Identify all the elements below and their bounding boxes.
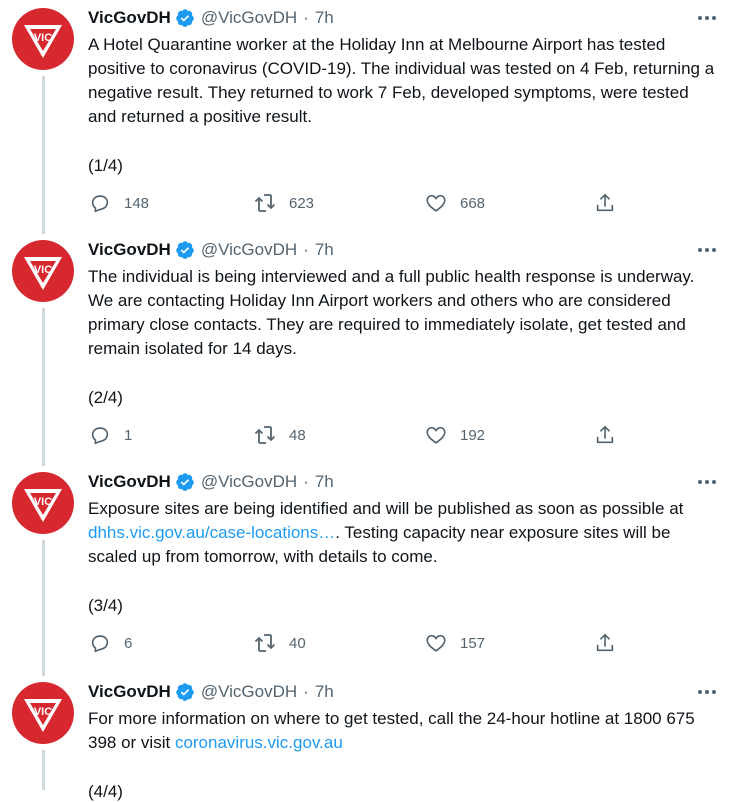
svg-text:VIC: VIC (33, 32, 53, 44)
thread-part-label: (2/4) (88, 388, 123, 407)
coronavirus-link[interactable]: coronavirus.vic.gov.au (174, 733, 343, 752)
tweet[interactable] (0, 464, 731, 674)
more-options-icon[interactable] (695, 682, 719, 702)
svg-text:VIC: VIC (33, 706, 53, 718)
more-options-icon[interactable] (695, 472, 719, 492)
tweet-actions (88, 631, 628, 655)
separator-dot: · (303, 240, 309, 259)
tweet-text (88, 707, 718, 755)
tweet-header (88, 240, 334, 260)
more-options-icon[interactable] (695, 8, 719, 28)
tweet[interactable] (0, 0, 731, 232)
heart-icon (424, 423, 448, 447)
author-name[interactable]: VicGovDH (88, 8, 171, 27)
tweet[interactable] (0, 674, 731, 801)
like-count: 157 (460, 634, 486, 652)
retweet-button[interactable] (253, 423, 306, 447)
case-locations-link[interactable]: dhhs.vic.gov.au/case-locations… (88, 523, 336, 542)
like-count: 668 (460, 194, 486, 212)
vic-logo-icon[interactable] (12, 8, 74, 70)
verified-badge-icon (175, 472, 195, 492)
share-icon (593, 423, 617, 447)
reply-count: 1 (124, 426, 133, 444)
thread-part-label: (3/4) (88, 596, 123, 615)
separator-dot: · (303, 472, 309, 491)
vic-logo-icon[interactable] (12, 240, 74, 302)
thread-part-label: (1/4) (88, 156, 123, 175)
author-handle[interactable]: @VicGovDH (200, 472, 298, 491)
reply-count: 148 (124, 194, 150, 212)
retweet-icon (253, 423, 277, 447)
verified-badge-icon (175, 682, 195, 702)
share-button[interactable] (593, 631, 617, 655)
tweet-text-start: For more information on where to get tested, call the 24-hour hotline at 1800 675 398 or visit (88, 709, 695, 752)
reply-icon (88, 631, 112, 655)
retweet-count: 40 (289, 634, 306, 652)
reply-button[interactable] (88, 631, 132, 655)
vic-logo-icon[interactable] (12, 472, 74, 534)
retweet-count: 48 (289, 426, 306, 444)
verified-badge-icon (175, 8, 195, 28)
separator-dot: · (303, 8, 309, 27)
vic-logo-icon[interactable] (12, 682, 74, 744)
like-button[interactable] (424, 191, 485, 215)
tweet-actions (88, 191, 628, 215)
tweet-text-end: . Testing capacity near exposure sites will be scaled up from tomorrow, with details to come. (88, 523, 671, 566)
reply-count: 6 (124, 634, 133, 652)
heart-icon (424, 191, 448, 215)
reply-icon (88, 423, 112, 447)
retweet-icon (253, 191, 277, 215)
retweet-count: 623 (289, 194, 315, 212)
reply-icon (88, 191, 112, 215)
share-icon (593, 631, 617, 655)
tweet-text: The individual is being interviewed and a full public health response is underway. We are contacting Holiday Inn Airport workers and others who are considered primary close contacts. They are required to immediately isolate, get tested and remain isolated for 14 days. (88, 267, 695, 358)
share-icon (593, 191, 617, 215)
like-button[interactable] (424, 631, 485, 655)
separator-dot: · (303, 682, 309, 701)
tweet-actions (88, 423, 628, 447)
timestamp[interactable]: 7h (314, 8, 334, 27)
share-button[interactable] (593, 423, 617, 447)
heart-icon (424, 631, 448, 655)
tweet-header (88, 682, 334, 702)
author-handle[interactable]: @VicGovDH (200, 240, 298, 259)
tweet-header (88, 472, 334, 492)
reply-button[interactable] (88, 191, 149, 215)
timestamp[interactable]: 7h (314, 682, 334, 701)
share-button[interactable] (593, 191, 617, 215)
author-name[interactable]: VicGovDH (88, 240, 171, 259)
like-count: 192 (460, 426, 486, 444)
retweet-button[interactable] (253, 631, 306, 655)
tweet-header (88, 8, 334, 28)
thread-part-label: (4/4) (88, 782, 123, 801)
tweet-text-start: Exposure sites are being identified and will be published as soon as possible at (88, 499, 684, 518)
author-name[interactable]: VicGovDH (88, 472, 171, 491)
more-options-icon[interactable] (695, 240, 719, 260)
retweet-icon (253, 631, 277, 655)
svg-text:VIC: VIC (33, 264, 53, 276)
svg-text:VIC: VIC (33, 496, 53, 508)
reply-button[interactable] (88, 423, 132, 447)
tweet-text (88, 497, 718, 569)
author-handle[interactable]: @VicGovDH (200, 8, 298, 27)
timestamp[interactable]: 7h (314, 240, 334, 259)
tweet-text: A Hotel Quarantine worker at the Holiday Inn at Melbourne Airport has tested positive to coronavirus (COVID-19). The individual was tested on 4 Feb, returning a negative result. They returned to work 7 Feb, developed symptoms, were tested and returned a positive result. (88, 35, 715, 126)
retweet-button[interactable] (253, 191, 314, 215)
tweet[interactable] (0, 232, 731, 464)
like-button[interactable] (424, 423, 485, 447)
author-name[interactable]: VicGovDH (88, 682, 171, 701)
verified-badge-icon (175, 240, 195, 260)
author-handle[interactable]: @VicGovDH (200, 682, 298, 701)
timestamp[interactable]: 7h (314, 472, 334, 491)
